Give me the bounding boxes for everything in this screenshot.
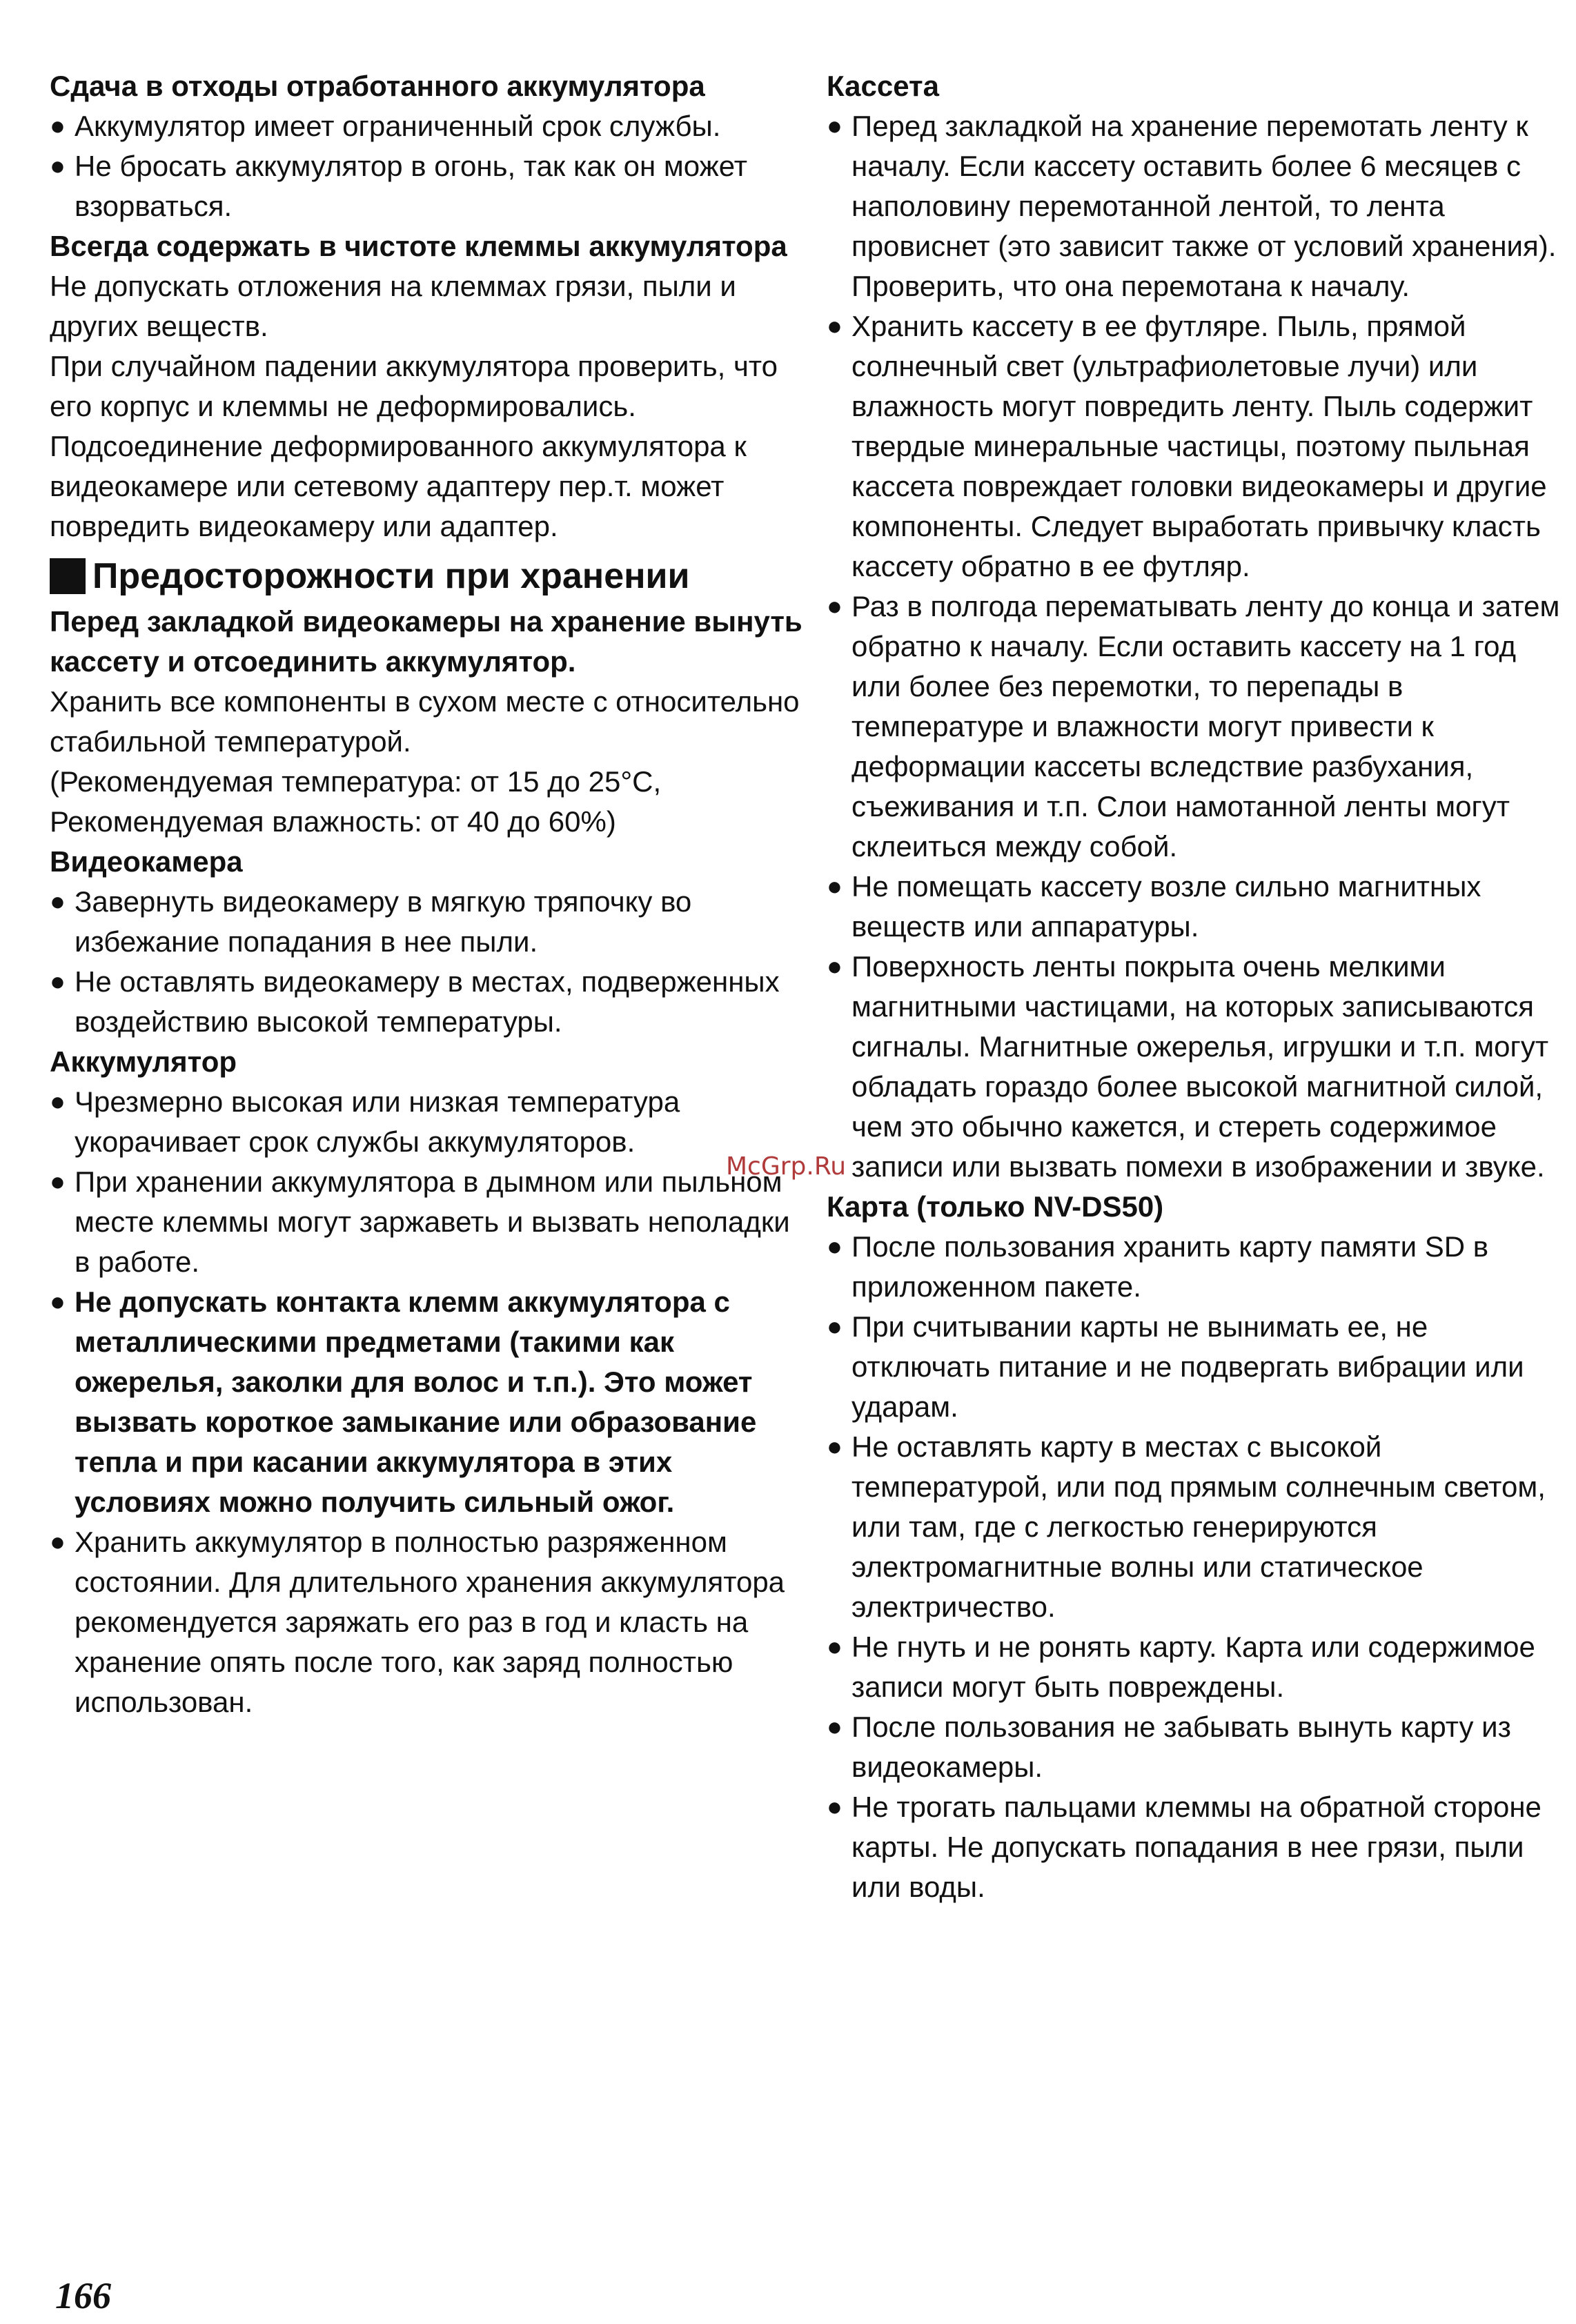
- section-title-storage: [50, 552, 809, 600]
- list-item-warning: ● Не допускать контакта клемм аккумулятора с металлическими предметами (такими как ожерелья, заколки для волос и т.п.). Это может вызвать короткое замыкание или образование тепла и при касании аккумулятора в этих условиях можно получить сильный ожог.: [50, 1282, 809, 1522]
- list-item: ● Аккумулятор имеет ограниченный срок службы.: [50, 106, 809, 146]
- bullet-icon: ●: [827, 112, 843, 141]
- bullet-icon: ●: [827, 1633, 843, 1662]
- list-item: ● Не оставлять карту в местах с высокой температурой, или под прямым солнечным светом, или там, где с легкостью генерируются электромагнитные волны или статическое электричество.: [827, 1427, 1565, 1627]
- bullet-icon: ●: [827, 1232, 843, 1261]
- bullet-icon: ●: [827, 1793, 843, 1822]
- bullet-icon: ●: [50, 967, 66, 996]
- list-item: ● Перед закладкой на хранение перемотать ленту к началу. Если кассету оставить более 6 месяцев с наполовину перемотанной лентой, то лента провиснет (это зависит также от условий хранения). Проверить, что она перемотана к началу.: [827, 106, 1565, 306]
- list-item: ● При считывании карты не вынимать ее, не отключать питание и не подвергать вибрации или ударам.: [827, 1307, 1565, 1427]
- heading-clean-terminals: Всегда содержать в чистоте клеммы аккумулятора: [50, 230, 787, 262]
- bullet-icon: ●: [50, 1168, 66, 1197]
- heading-cassette: Кассета: [827, 70, 939, 102]
- list-item: ● Не оставлять видеокамеру в местах, подверженных воздействию высокой температуры.: [50, 962, 809, 1042]
- bullet-icon: ●: [827, 592, 843, 621]
- left-column: [50, 66, 809, 1722]
- list-item: ● Раз в полгода перематывать ленту до конца и затем обратно к началу. Если оставить кассету на 1 год или более без перемотки, то перепады в температуре и влажности могут привести к деформации кассеты вследствие разбухания, съеживания и т.п. Слои намотанной ленты могут склеиться между собой.: [827, 587, 1565, 867]
- section-square-icon: [50, 558, 86, 594]
- paragraph: Подсоединение деформированного аккумулятора к видеокамере или сетевому адаптеру пер.т. может повредить видеокамеру или адаптер.: [50, 430, 747, 542]
- bullet-icon: ●: [827, 312, 843, 341]
- list-item: ● Не бросать аккумулятор в огонь, так как он может взорваться.: [50, 146, 809, 226]
- bullet-icon: ●: [50, 112, 66, 141]
- heading-before-storage: Перед закладкой видеокамеры на хранение вынуть кассету и отсоединить аккумулятор.: [50, 605, 802, 678]
- page-number: 166: [55, 2275, 111, 2316]
- list-item: ● После пользования хранить карту памяти SD в приложенном пакете.: [827, 1227, 1565, 1307]
- paragraph: (Рекомендуемая температура: от 15 до 25°C,: [50, 765, 662, 798]
- list-item: ● Поверхность ленты покрыта очень мелкими магнитными частицами, на которых записываются сигналы. Магнитные ожерелья, игрушки и т.п. могут обладать гораздо более высокой магнитной силой, чем это обычно кажется, и стереть содержимое записи или вызвать помехи в изображении и звуке.: [827, 947, 1565, 1187]
- list-item: ● Чрезмерно высокая или низкая температура укорачивает срок службы аккумуляторов.: [50, 1082, 809, 1162]
- section-title-text: Предосторожности при хранении: [92, 556, 690, 596]
- list-item: ● Хранить кассету в ее футляре. Пыль, прямой солнечный свет (ультрафиолетовые лучи) или влажность могут повредить ленту. Пыль содержит твердые минеральные частицы, поэтому пыльная кассета повреждает головки видеокамеры и другие компоненты. Следует выработать привычку класть кассету обратно в ее футляр.: [827, 306, 1565, 587]
- heading-camera: Видеокамера: [50, 845, 243, 878]
- bullet-icon: ●: [827, 1312, 843, 1341]
- bullet-icon: ●: [50, 1528, 66, 1557]
- paragraph: Хранить все компоненты в сухом месте с относительно стабильной температурой.: [50, 685, 800, 758]
- bullet-icon: ●: [50, 152, 66, 181]
- heading-card: Карта (только NV-DS50): [827, 1190, 1164, 1223]
- bullet-icon: ●: [827, 952, 843, 981]
- bullet-icon: ●: [827, 1713, 843, 1742]
- watermark: McGrp.Ru: [726, 1152, 847, 1181]
- paragraph: При случайном падении аккумулятора проверить, что его корпус и клеммы не деформировались.: [50, 350, 778, 422]
- right-column: [827, 66, 1565, 1907]
- paragraph: Рекомендуемая влажность: от 40 до 60%): [50, 805, 616, 838]
- heading-battery: Аккумулятор: [50, 1045, 237, 1078]
- list-item: ● Не помещать кассету возле сильно магнитных веществ или аппаратуры.: [827, 867, 1565, 947]
- list-item: ● Завернуть видеокамеру в мягкую тряпочку во избежание попадания в нее пыли.: [50, 882, 809, 962]
- bullet-icon: ●: [827, 872, 843, 901]
- bullet-icon: ●: [50, 887, 66, 916]
- list-item: ● Хранить аккумулятор в полностью разряженном состоянии. Для длительного хранения аккумулятора рекомендуется заряжать его раз в год и класть на хранение опять после того, как заряд полностью использован.: [50, 1522, 809, 1722]
- list-item: ● Не трогать пальцами клеммы на обратной стороне карты. Не допускать попадания в нее грязи, пыли или воды.: [827, 1787, 1565, 1907]
- list-item: ● Не гнуть и не ронять карту. Карта или содержимое записи могут быть повреждены.: [827, 1627, 1565, 1707]
- heading-battery-disposal: Сдача в отходы отработанного аккумулятора: [50, 70, 705, 102]
- bullet-icon: ●: [827, 1432, 843, 1461]
- paragraph: Не допускать отложения на клеммах грязи, пыли и других веществ.: [50, 270, 736, 342]
- list-item: ● После пользования не забывать вынуть карту из видеокамеры.: [827, 1707, 1565, 1787]
- bullet-icon: ●: [50, 1087, 66, 1116]
- bullet-icon: ●: [50, 1288, 66, 1317]
- list-item: ● При хранении аккумулятора в дымном или пыльном месте клеммы могут заржаветь и вызвать неполадки в работе.: [50, 1162, 809, 1282]
